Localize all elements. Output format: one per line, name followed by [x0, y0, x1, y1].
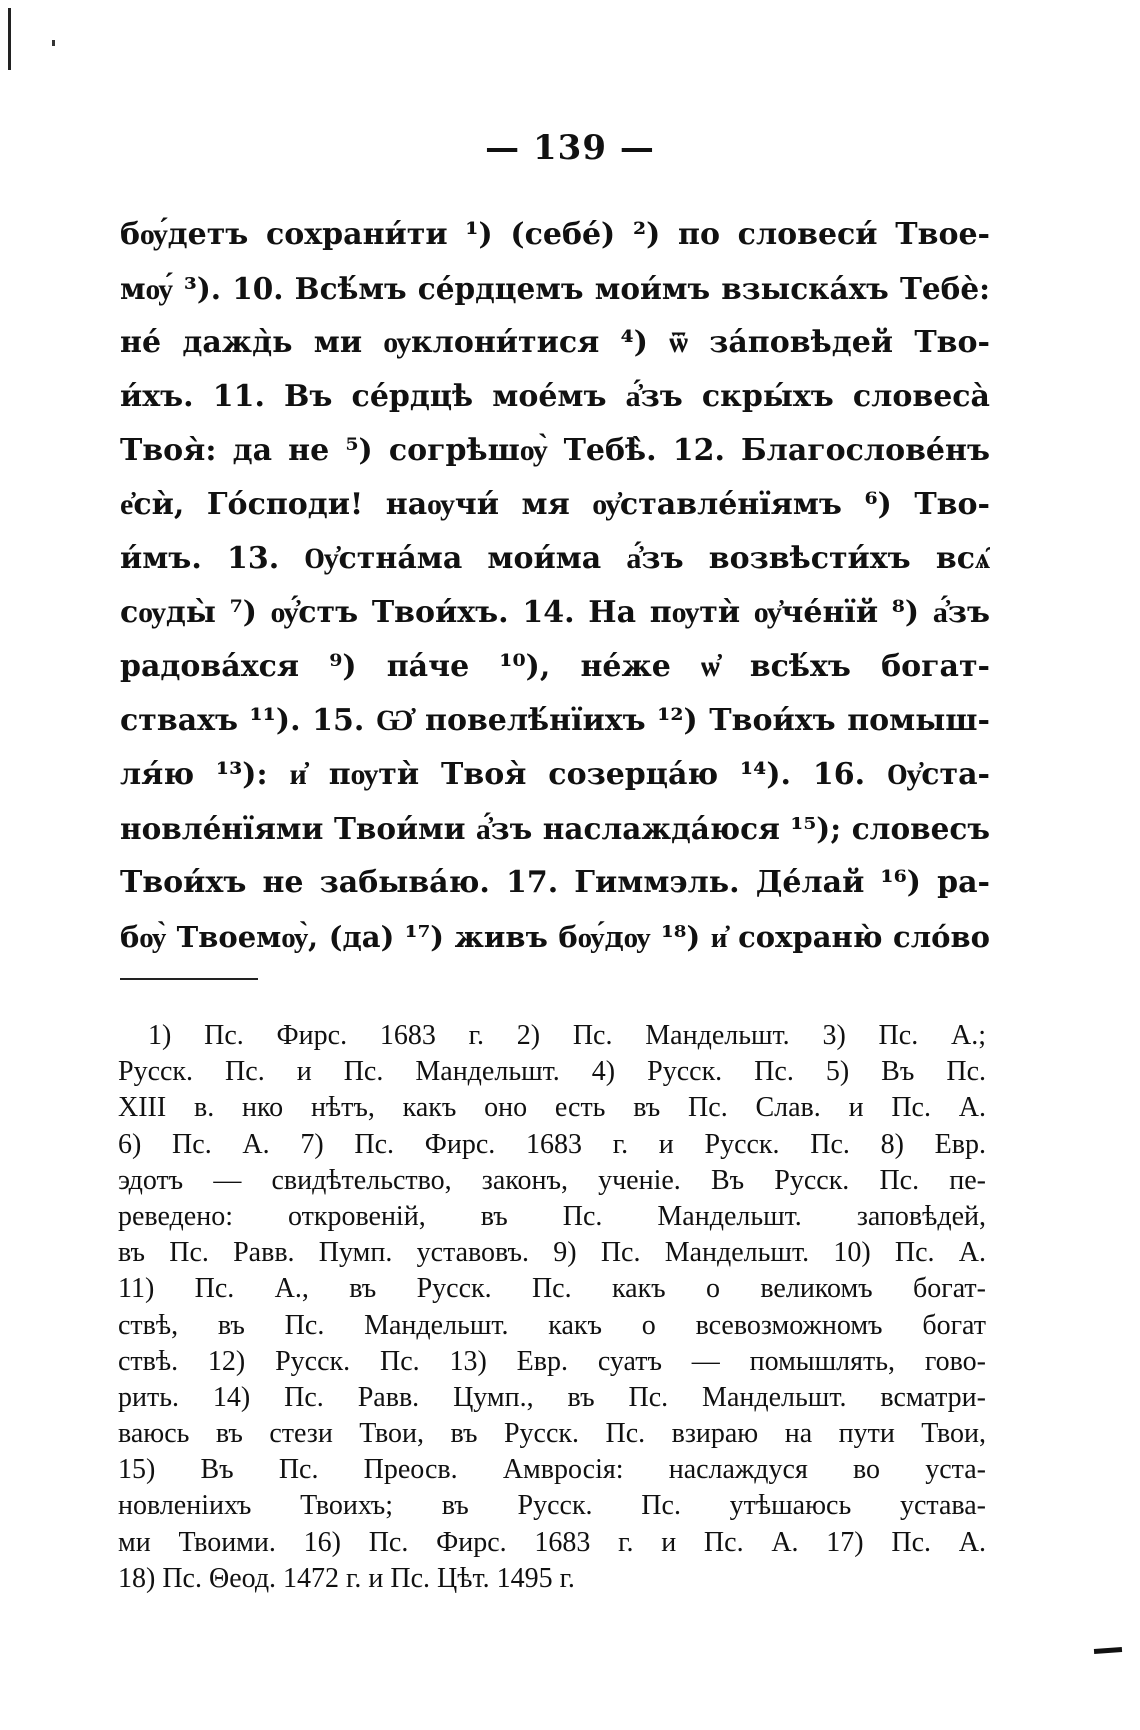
footnote-line: ствѣ, въ Пс. Мандельшт. какъ о всевозможномъ богат — [118, 1309, 986, 1341]
text-line: бѹ́детъ сохрани́ти ¹) (себе́) ²) по словеси́ Твое- — [120, 217, 990, 252]
footnote-line: ваюсь въ стези Твои, въ Русск. Пс. взираю на пути Твои, — [118, 1418, 986, 1450]
footnote-line: ми Твоими. 16) Пс. Фирс. 1683 г. и Пс. А. 17) Пс. А. — [118, 1526, 986, 1558]
footnote-line: 1) Пс. Фирс. 1683 г. 2) Пс. Мандельшт. 3) Пс. А.; — [148, 1020, 986, 1051]
footnote-line: рить. 14) Пс. Равв. Цумп., въ Пс. Мандельшт. всматри- — [118, 1381, 986, 1413]
text-line: Твои́хъ не забыва́ю. 17. Гиммэль. Де́лай ¹⁶) ра- — [120, 865, 990, 900]
footnote-line: ствѣ. 12) Русск. Пс. 13) Евр. суатъ — помышлять, гово- — [118, 1345, 986, 1377]
main-text-block — [120, 208, 990, 964]
scan-edge-mark — [8, 8, 11, 70]
footnote-line: реведено: откровеній, въ Пс. Мандельшт. заповѣдей, — [118, 1200, 986, 1232]
footnote-line: 11) Пс. А., въ Русск. Пс. какъ о великомъ богат- — [118, 1273, 986, 1305]
text-line: и́мъ. 13. Ѹ҆стна́ма мои́ма а҆́зъ возвѣсти́хъ всѧ̑ — [120, 541, 990, 576]
footnote-line: эдотъ — свидѣтельство, законъ, ученіе. Въ Русск. Пс. пе- — [118, 1164, 986, 1196]
scan-dust-mark — [52, 40, 55, 46]
footnote-line: XIII в. нко нѣтъ, какъ оно есть въ Пс. Слав. и Пс. А. — [118, 1092, 986, 1124]
text-line: сѹды̀ ⁷) ѹ҆́стъ Твои́хъ. 14. На пѹтѝ ѹ҆че́нїй ⁸) а҆́зъ — [120, 595, 990, 630]
footnote-line: Русск. Пс. и Пс. Мандельшт. 4) Русск. Пс. 5) Въ Пс. — [118, 1056, 986, 1088]
footnote-separator — [120, 978, 258, 980]
text-line: ля́ю ¹³): и҆ пѹтѝ Твоя̀ созерца́ю ¹⁴). 16. Ѹ҆ста- — [120, 757, 990, 792]
text-line: бѹ̀ Твоемѹ̀, (да) ¹⁷) живъ бѹ́дѹ ¹⁸) и҆ сохраню̀ сло́во — [120, 920, 990, 954]
footnote-line: 6) Пс. А. 7) Пс. Фирс. 1683 г. и Русск. Пс. 8) Евр. — [118, 1128, 986, 1160]
text-line: мѹ́ ³). 10. Всѣ́мъ се́рдцемъ мои́мъ взыска́хъ Тебѐ: — [120, 271, 990, 306]
footnote-line: 15) Въ Пс. Преосв. Амвросія: наслаждуся во уста- — [118, 1454, 986, 1486]
text-line: ствахъ ¹¹). 15. Ѡ҆ повелѣ́нїихъ ¹²) Твои́хъ помыш- — [120, 703, 990, 738]
footnotes-block — [118, 1018, 986, 1597]
scan-edge-dash — [1094, 1647, 1122, 1654]
footnote-line: новленіихъ Твоихъ; въ Русск. Пс. утѣшаюсь устава- — [118, 1490, 986, 1522]
page-number: — 139 — — [485, 128, 655, 168]
text-line: е҆сѝ, Го́споди! наѹчи́ мя ѹ҆ставле́нїямъ ⁶) Тво- — [120, 487, 990, 522]
text-line: не́ дажд̀ь ми ѹклони́тися ⁴) ѿ за́повѣдей Тво- — [120, 325, 990, 360]
text-line: Твоя̀: да не ⁵) согрѣшѹ̀ Тебѣ̀. 12. Благослове́нъ — [120, 433, 990, 468]
footnote-line: 18) Пс. Θеод. 1472 г. и Пс. Цѣт. 1495 г. — [118, 1562, 575, 1594]
text-line: радова́хся ⁹) па́че ¹⁰), не́же ѡ҆ всѣ́хъ богат- — [120, 649, 990, 684]
text-line: новле́нїями Твои́ми а҆́зъ наслажда́юся ¹⁵); словесъ — [120, 811, 990, 846]
text-line: и́хъ. 11. Въ се́рдцѣ мое́мъ а҆́зъ скры́хъ словеса̀ — [120, 379, 990, 414]
footnote-line: въ Пс. Равв. Пумп. уставовъ. 9) Пс. Мандельшт. 10) Пс. А. — [118, 1237, 986, 1269]
